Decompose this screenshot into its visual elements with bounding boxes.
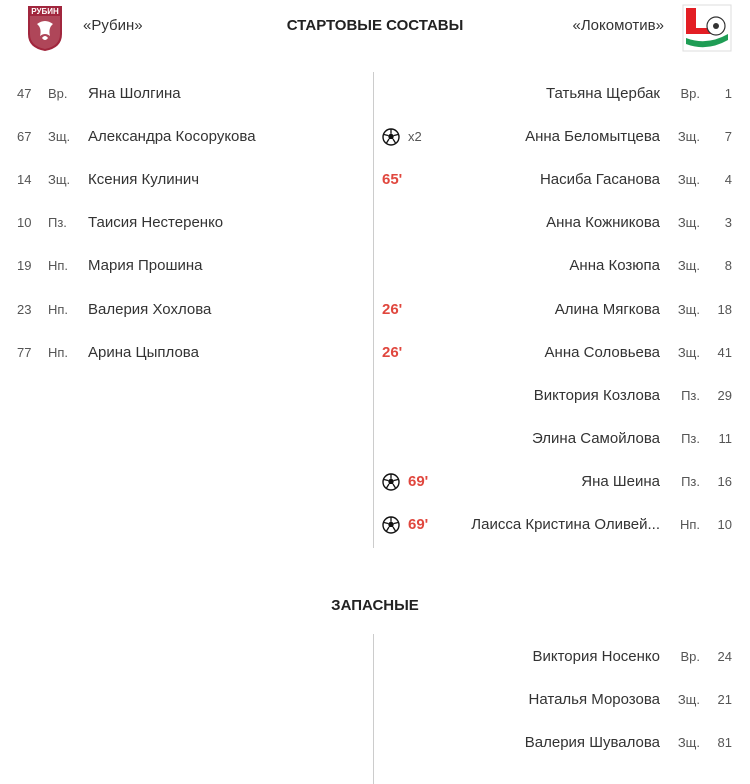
away-player-row[interactable] [374,471,750,493]
event-minute: 65' [382,171,403,189]
player-name[interactable]: Виктория Носенко [532,648,660,665]
player-number: 67 [17,129,32,145]
away-player-row[interactable] [374,299,750,321]
player-number: 14 [17,172,32,188]
goal-ball-icon [382,473,400,491]
player-name[interactable]: Анна Соловьева [544,343,660,361]
player-events [382,169,402,191]
player-name[interactable]: Алина Мягкова [554,300,660,318]
player-position: Нп. [48,258,69,274]
player-position: Зщ. [677,735,700,750]
home-player-row[interactable] [0,212,372,234]
player-position: Зщ. [677,301,700,317]
player-position: Нп. [48,301,69,317]
player-events [382,471,428,493]
event-minute: 26' [382,343,403,361]
goal-ball-icon [382,128,400,146]
player-number: 8 [724,258,732,274]
player-number: 3 [724,215,732,231]
player-name[interactable]: Насиба Гасанова [539,171,660,189]
player-number: 4 [724,172,732,188]
player-number: 24 [717,649,732,664]
away-player-row[interactable] [374,342,750,364]
home-player-row[interactable] [0,255,372,277]
player-number: 21 [717,692,732,707]
home-player-row[interactable] [0,299,372,321]
player-name[interactable]: Анна Кожникова [546,214,660,232]
player-position: Зщ. [677,215,700,231]
player-name[interactable]: Арина Цыплова [88,343,199,361]
player-position: Вр. [680,86,700,101]
player-number: 77 [17,344,32,360]
player-name[interactable]: Мария Прошина [88,257,203,275]
player-position: Пз. [681,430,700,446]
player-name[interactable]: Виктория Козлова [533,386,660,404]
player-name[interactable]: Элина Самойлова [532,429,660,447]
home-player-row[interactable] [0,126,372,148]
player-events [382,126,422,148]
home-team-name[interactable]: «Рубин» [83,17,143,34]
away-player-row[interactable] [374,732,750,754]
player-number: 16 [717,473,732,489]
player-position: Вр. [680,649,700,664]
home-player-row[interactable] [0,83,372,105]
player-number: 10 [717,517,732,532]
player-name[interactable]: Яна Шолгина [88,85,181,102]
player-position: Зщ. [48,172,71,188]
player-position: Пз. [681,387,700,403]
player-name[interactable]: Валерия Хохлова [88,300,212,318]
player-name[interactable]: Татьяна Щербак [545,85,660,102]
player-name[interactable]: Лаисса Кристина Оливей... [471,516,660,533]
home-player-row[interactable] [0,169,372,191]
player-number: 18 [717,301,732,317]
player-position: Пз. [48,215,67,231]
away-player-row[interactable] [374,126,750,148]
away-player-row[interactable] [374,169,750,191]
player-position: Зщ. [677,258,700,274]
player-position: Зщ. [677,172,700,188]
away-player-row[interactable] [374,689,750,711]
player-name[interactable]: Александра Косорукова [88,128,256,146]
player-name[interactable]: Яна Шеина [581,472,660,490]
player-number: 19 [17,258,32,274]
away-player-row[interactable] [374,646,750,668]
player-number: 81 [717,735,732,750]
player-number: 10 [17,215,32,231]
player-number: 11 [718,430,732,446]
lokomotiv-logo-icon[interactable] [682,4,732,52]
player-position: Зщ. [677,344,700,360]
away-player-row[interactable] [374,385,750,407]
away-player-row[interactable] [374,428,750,450]
away-player-row[interactable] [374,83,750,105]
player-name[interactable]: Валерия Шувалова [524,734,660,751]
away-player-row[interactable] [374,514,750,536]
goal-ball-icon [382,516,400,534]
player-number: 7 [724,129,732,145]
player-name[interactable]: Анна Козюпа [569,257,660,275]
lineups-title: СТАРТОВЫЕ СОСТАВЫ [286,17,464,34]
event-minute: 26' [382,300,403,318]
player-position: Зщ. [677,129,700,145]
rubin-logo-text: РУБИН [31,7,59,16]
player-events [382,299,402,321]
player-name[interactable]: Наталья Морозова [528,691,660,708]
goal-count: x2 [408,129,422,145]
player-position: Пз. [681,473,700,489]
player-name[interactable]: Ксения Кулинич [88,171,200,189]
away-player-row[interactable] [374,255,750,277]
event-minute: 69' [408,472,429,490]
player-position: Вр. [48,86,68,101]
player-number: 47 [17,86,32,101]
player-number: 23 [17,301,32,317]
player-number: 41 [717,344,732,360]
match-header [0,0,750,60]
player-number: 29 [717,387,732,403]
player-events [382,342,402,364]
subs-title: ЗАПАСНЫЕ [331,597,419,614]
event-minute: 69' [408,516,429,533]
player-position: Нп. [48,344,69,360]
player-name[interactable]: Таисия Нестеренко [88,214,224,232]
player-position: Зщ. [677,692,700,707]
player-position: Нп. [679,517,700,532]
away-player-row[interactable] [374,212,750,234]
home-player-row[interactable] [0,342,372,364]
player-number: 1 [724,86,732,101]
player-events [382,514,428,536]
player-name[interactable]: Анна Беломытцева [525,128,660,146]
player-position: Зщ. [48,129,71,145]
away-team-name[interactable]: «Локомотив» [572,17,664,34]
